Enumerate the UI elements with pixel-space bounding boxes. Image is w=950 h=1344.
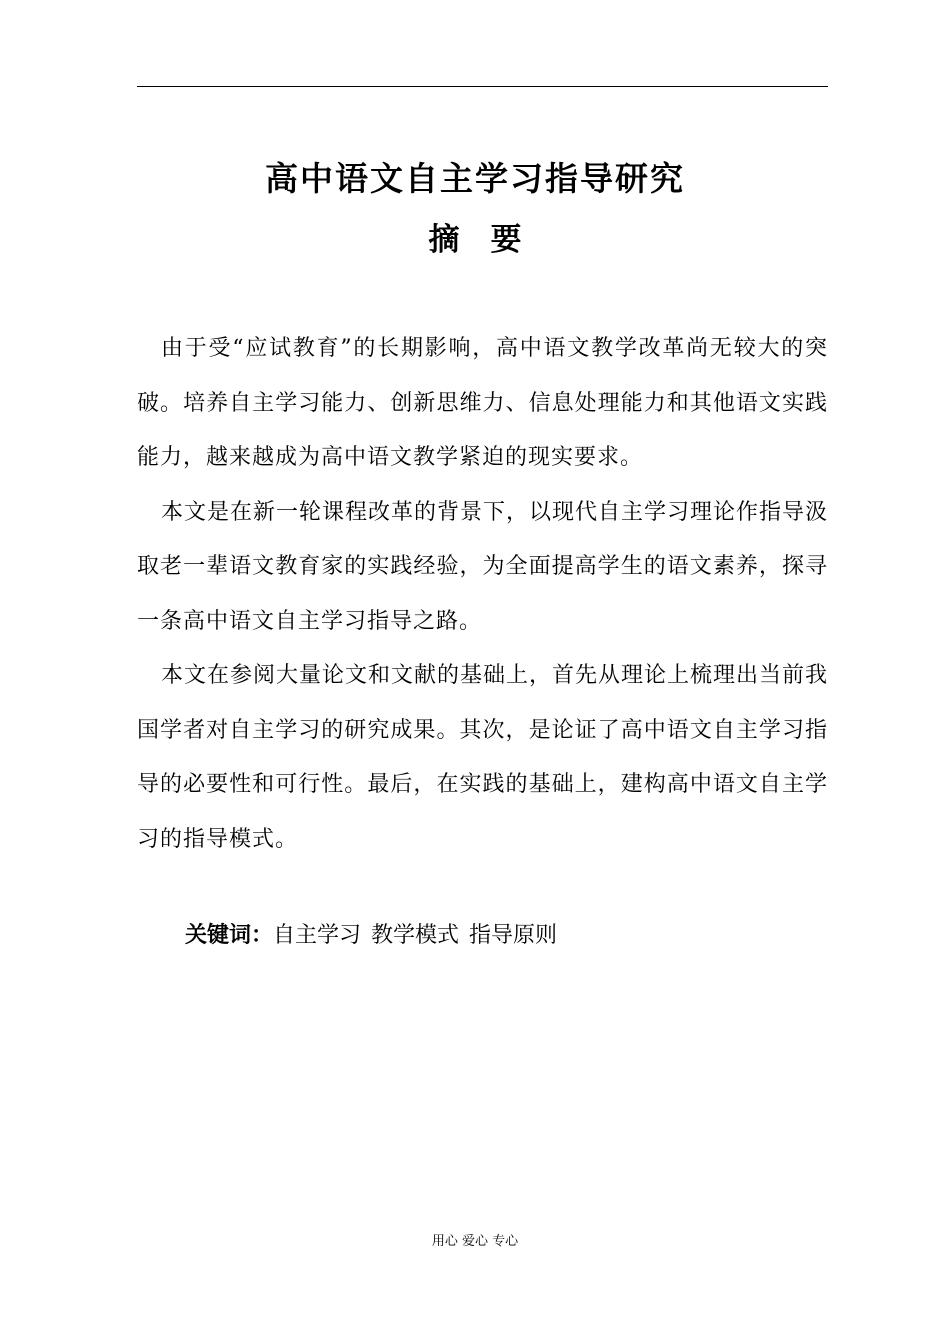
keyword-item: 教学模式: [371, 923, 460, 948]
keyword-item: 指导原则: [469, 923, 558, 948]
abstract-heading: 摘 要: [428, 222, 522, 258]
keyword-item: 自主学习: [273, 923, 362, 948]
abstract-body: [137, 322, 828, 867]
keywords-label: 关键词：: [185, 923, 274, 948]
abstract-paragraph-1: 由于受“应试教育”的长期影响，高中语文教学改革尚无较大的突破。培养自主学习能力、创新思维力、信息处理能力和其他语文实践能力，越来越成为高中语文教学紧迫的现实要求。: [137, 336, 828, 470]
keywords-line: [185, 916, 567, 956]
page-footer: 用心 爱心 专心: [431, 1234, 519, 1249]
abstract-paragraph-2: 本文是在新一轮课程改革的背景下，以现代自主学习理论作指导汲取老一辈语文教育家的实践经验，为全面提高学生的语文素养，探寻一条高中语文自主学习指导之路。: [137, 499, 829, 634]
abstract-paragraph-3: 本文在参阅大量论文和文献的基础上，首先从理论上梳理出当前我国学者对自主学习的研究成果。其次，是论证了高中语文自主学习指导的必要性和可行性。最后，在实践的基础上，建构高中语文自主学习的指导模式。: [137, 663, 829, 852]
document-title: 高中语文自主学习指导研究: [265, 159, 685, 198]
header-rule: [137, 86, 828, 87]
